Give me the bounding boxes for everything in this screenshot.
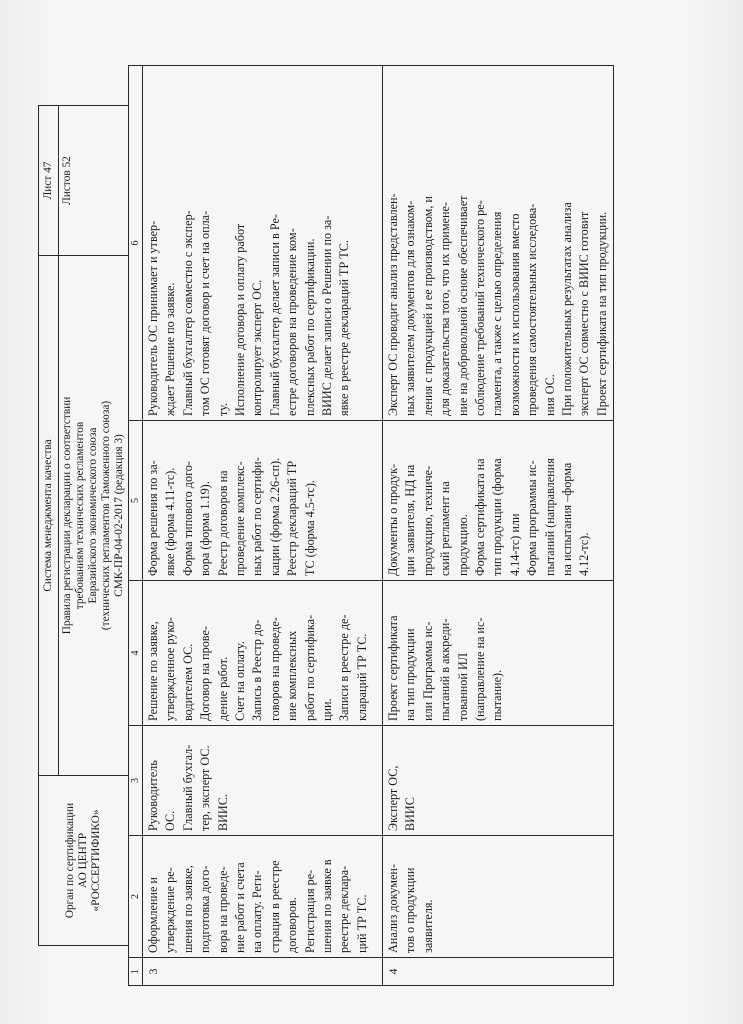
procedure-table — [128, 65, 614, 986]
description-cell: Руководитель ОС принимает и утвер- ждает Решение по заявке. Главный бухгалтер совместно с экспер- том ОС готовят договор и счет на опла- ту. Исполнение договора и оплату работ контролирует эксперт ОС. Главный бухгалтер делает записи в Ре- естре договоров на проведение ком- плексных работ по сертификации. ВИИС делает записи о Решении по за- явке в реестре деклараций ТР ТС. — [143, 66, 383, 421]
responsible-cell: Эксперт ОС, ВИИС — [383, 726, 614, 836]
document-title: Правила регистрации декларации о соответствии требованиям технических регламентов Евразийского экономического союза (технических регламентов Таможенного союза) СМК-ПР-04-02-2017 (редакция 3) — [59, 256, 129, 776]
description-cell: Эксперт ОС проводит анализ представлен- ных заявителем документов для ознаком- ления с продукцией и ее производством, и для доказательства того, что их примене- ние на добровольной основе обеспечивает соблюдение требований технического ре- гламента, а также с целью определения возможности их использования вместо проведения самостоятельных исследова- ния ОС. При положительных результатах анализа эксперт ОС совместно с ВИИС готовит Проект сертификата на тип продукции. — [383, 66, 614, 421]
stage-cell: Оформление и утверждение ре- шения по заявке, подготовка дого- вора на проведе- ние работ и счета на оплату. Реги- страция в реестре договоров. Регистрация ре- шения по заявке в реестре деклара- ций ТР ТС. — [143, 836, 383, 958]
column-number: 5 — [129, 421, 143, 581]
organization-name: Орган по сертификации АО ЦЕНТР «РОССЕРТИФИКО» — [39, 776, 129, 946]
row-number: 4 — [383, 958, 614, 986]
table-row — [143, 66, 383, 986]
sheet-number: Лист 47 — [39, 106, 59, 256]
qms-title: Система менеджмента качества — [39, 256, 59, 776]
column-number: 6 — [129, 66, 143, 421]
column-number-row — [129, 66, 143, 986]
documents-cell: Форма решения по за- явке (форма 4.11-тс). Форма типового дого- вора (форма 1.19). Реестр договоров на проведение комплекс- ных работ по сертифи- кации (форма 2.26-сп). Реестр деклараций ТР ТС (форма 4.5-тс). — [143, 421, 383, 581]
sheets-total: Листов 52 — [59, 106, 129, 256]
rotated-document-page — [38, 66, 718, 986]
output-cell: Решение по заявке, утвержденное руко- водителем ОС. Договор на прове- дение работ. Счет на оплату. Запись в Реестр до- говоров на проведе- ние комплексных работ по сертифика- ции. Записи в реестре де- клараций ТР ТС. — [143, 581, 383, 726]
documents-cell: Документы о продук- ции заявителя, НД на продукцию, техниче- ский регламент на продукцию. Форма сертификата на тип продукции (форма 4.14-тс) или Форма программы ис- пытаний (направления на испытания –форма 4.12-тс). — [383, 421, 614, 581]
table-row — [383, 66, 614, 986]
column-number: 3 — [129, 726, 143, 836]
output-cell: Проект сертификата на тип продукции или Программа ис- пытаний в аккреди- тованной ИЛ (направление на ис- пытание). — [383, 581, 614, 726]
column-number: 1 — [129, 958, 143, 986]
column-number: 2 — [129, 836, 143, 958]
row-number: 3 — [143, 958, 383, 986]
column-number: 4 — [129, 581, 143, 726]
responsible-cell: Руководитель ОС. Главный бухгал- тер, эксперт ОС. ВИИС. — [143, 726, 383, 836]
stage-cell: Анализ докумен- тов о продукции заявителя. — [383, 836, 614, 958]
document-header — [38, 105, 129, 946]
